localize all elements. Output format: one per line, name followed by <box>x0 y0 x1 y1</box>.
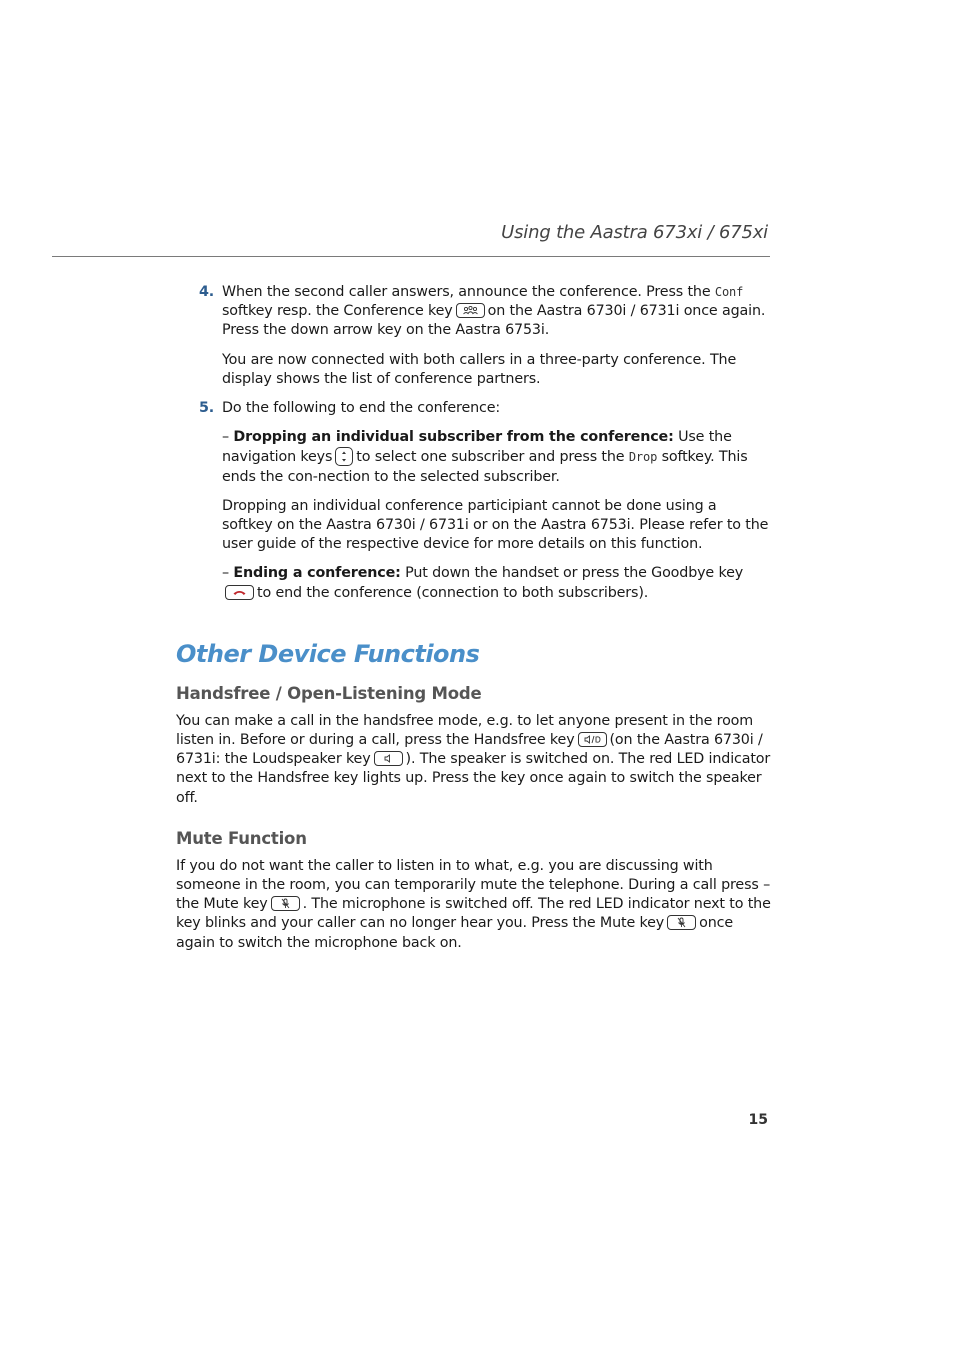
mute-paragraph <box>176 857 771 953</box>
conf-softkey-label: Conf <box>714 285 744 299</box>
text: When the second caller answers, announce the conference. Press the <box>222 284 711 300</box>
step-5-intro: Do the following to end the conference: <box>222 400 501 417</box>
text: softkey resp. the Conference key <box>222 303 453 320</box>
text: . The microphone is switched off. The red LED indicator next to the key blinks and your caller can no longer hear you. Press the Mute key <box>176 896 771 932</box>
page-number: 15 <box>748 1112 768 1128</box>
navigation-keys-icon <box>335 447 353 466</box>
end-conference-paragraph <box>222 564 771 602</box>
text: to end the conference (connection to both subscribers). <box>257 584 649 601</box>
running-header: Using the Aastra 673xi / 675xi <box>501 222 768 243</box>
end-conference-heading: Ending a conference: <box>233 565 401 582</box>
dash: – <box>222 565 229 582</box>
text: softkey. This ends the con-nection to the selected subscriber. <box>222 449 748 485</box>
text: You can make a call in the handsfree mode, e.g. to let anyone present in the room listen in. Before or during a call, press the Handsfree key <box>176 712 754 749</box>
text: to select one subscriber and press the <box>356 449 625 466</box>
step-4-result: You are now connected with both callers in a three-party conference. The display shows the list of conference partners. <box>222 351 737 387</box>
text: Use the navigation keys <box>222 429 732 466</box>
step-4 <box>199 283 771 389</box>
text: Put down the handset or press the Goodbye key <box>405 565 744 582</box>
handsfree-section <box>176 669 771 808</box>
drop-softkey-label: Drop <box>628 450 658 465</box>
text: ). The speaker is switched on. The red LED indicator next to the Handsfree key lights up. Press the key once again to switch the speaker off. <box>176 751 771 806</box>
drop-subscriber-paragraph <box>222 428 771 487</box>
text: on the Aastra 6730i / 6731i once again. Press the down arrow key on the Aastra 6753i. <box>222 303 766 339</box>
handsfree-heading: Handsfree / Open-Listening Mode <box>176 683 482 703</box>
text: If you do not want the caller to listen in to what, e.g. you are discussing with someone in the room, you can temporarily mute the telephone. During a call press – the Mute key <box>176 857 771 913</box>
mute-key-icon <box>271 896 300 911</box>
step-number: 4. <box>199 284 215 300</box>
loudspeaker-key-icon <box>374 751 403 766</box>
page-content <box>176 283 771 953</box>
step-4-paragraph <box>222 283 771 341</box>
step-5 <box>199 399 771 603</box>
goodbye-key-icon <box>225 585 254 600</box>
drop-subscriber-heading: Dropping an individual subscriber from the conference: <box>233 429 674 446</box>
section-title: Other Device Functions <box>176 639 480 668</box>
conference-key-icon <box>456 303 485 318</box>
mute-heading: Mute Function <box>176 828 307 848</box>
text: (on the Aastra 6730i / 6731i: the Loudspeaker key <box>176 732 763 768</box>
mute-key-icon <box>667 915 696 930</box>
text: once again to switch the microphone back on. <box>176 915 733 951</box>
handsfree-key-icon <box>578 732 607 747</box>
dash: – <box>222 429 229 446</box>
drop-note: Dropping an individual conference participiant cannot be done using a softkey on the Aastra 6730i / 6731i or on the Aastra 6753i. Please refer to the user guide of the respective device for more details on this function. <box>222 497 769 553</box>
handsfree-paragraph <box>176 712 771 808</box>
step-number: 5. <box>199 400 215 417</box>
mute-section <box>176 808 771 953</box>
header-divider <box>52 256 770 257</box>
